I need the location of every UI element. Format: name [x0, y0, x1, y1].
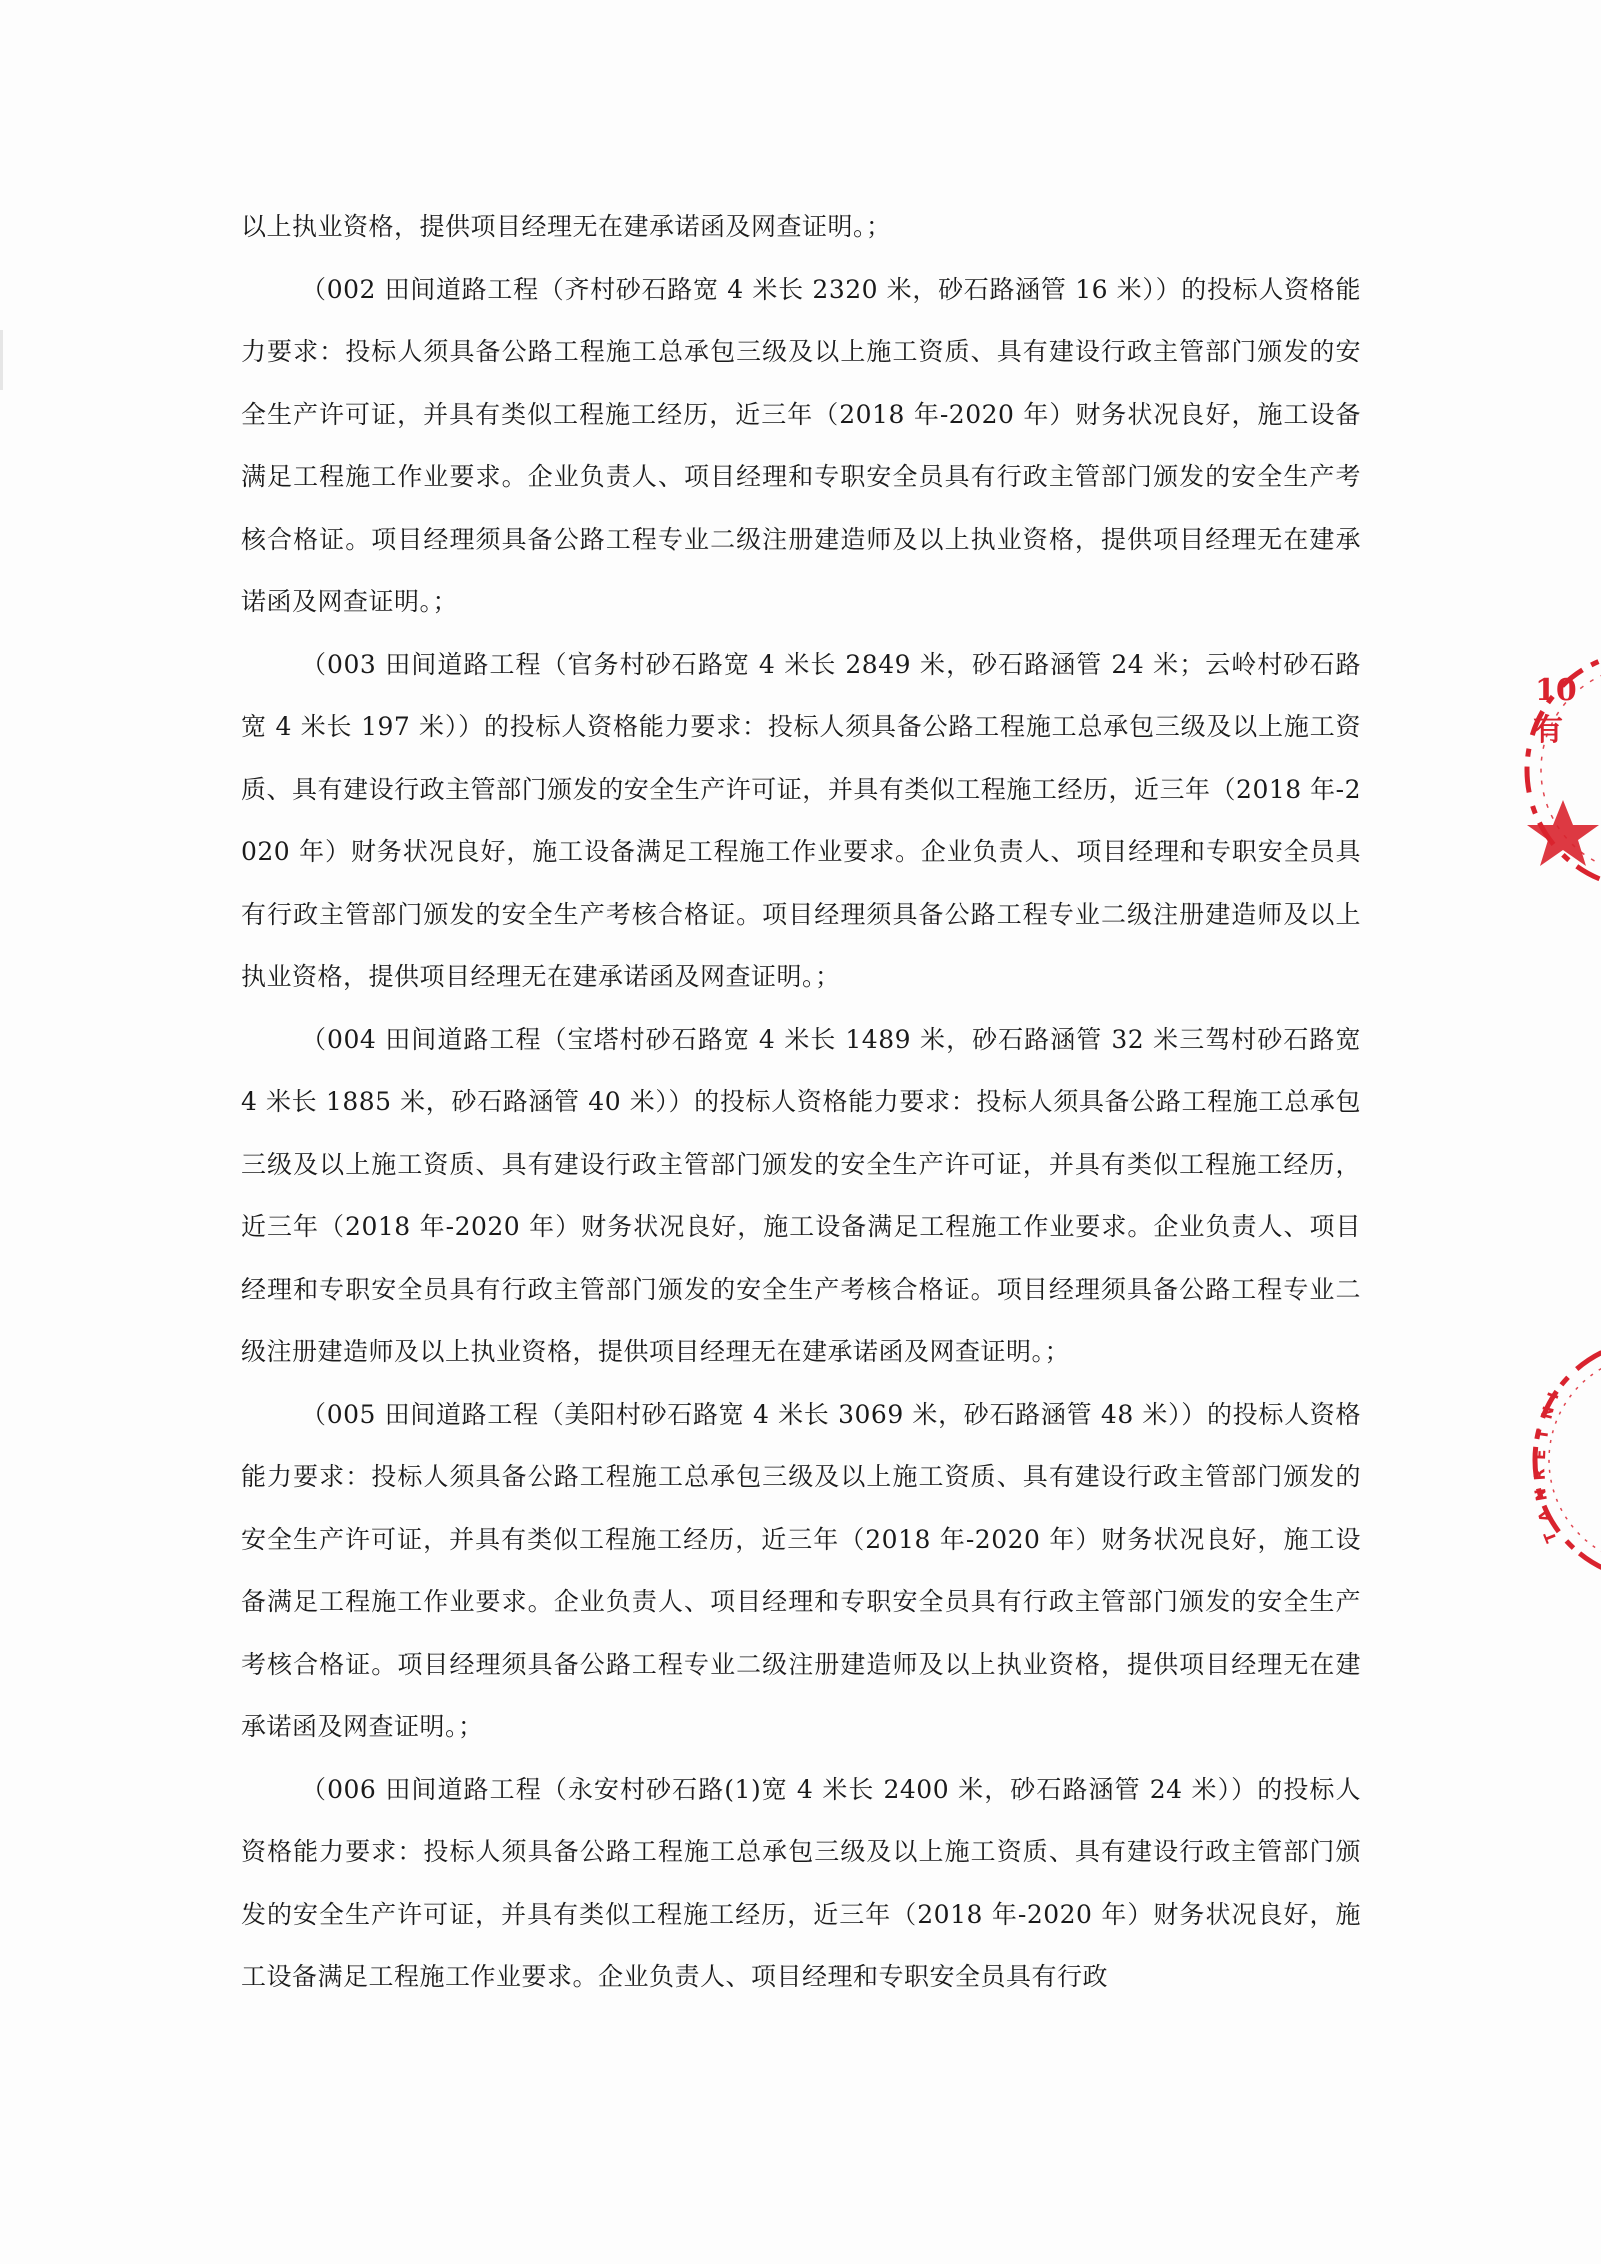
scan-edge-mark — [0, 330, 3, 390]
svg-text:N: N — [1537, 1404, 1558, 1421]
paragraph-003: （003 田间道路工程（官务村砂石路宽 4 米长 2849 米，砂石路涵管 24 米；云岭村砂石路宽 4 米长 197 米））的投标人资格能力要求：投标人须具备公路工程施工总承包三级及以上施工资质、具有建设行政主管部门颁发的安全生产许可证，并具有类似工程施工经历，近三年（2018 年-2020 年）财务状况良好，施工设备满足工程施工作业要求。企业负责人、项目经理和专职安全员具有行政主管部门颁发的安全生产考核合格证。项目经理须具备公路工程专业二级注册建造师及以上执业资格，提供项目经理无在建承诺函及网查证明。； — [241, 649, 1361, 991]
svg-text:N: N — [1531, 1486, 1551, 1503]
svg-text:E: E — [1531, 1449, 1550, 1461]
paragraph-002: （002 田间道路工程（齐村砂石路宽 4 米长 2320 米，砂石路涵管 16 米））的投标人资格能力要求：投标人须具备公路工程施工总承包三级及以上施工资质、具有建设行政主管部门颁发的安全生产许可证，并具有类似工程施工经历，近三年（2018 年-2020 年）财务状况良好，施工设备满足工程施工作业要求。企业负责人、项目经理和专职安全员具有行政主管部门颁发的安全生产考核合格证。项目经理须具备公路工程专业二级注册建造师及以上执业资格，提供项目经理无在建承诺函及网查证明。； — [241, 274, 1361, 616]
svg-text:T: T — [1533, 1427, 1553, 1441]
svg-text:I: I — [1543, 1389, 1563, 1402]
svg-text:有: 有 — [1533, 713, 1563, 748]
paragraph-001-continuation: 以上执业资格，提供项目经理无在建承诺函及网查证明。； — [241, 212, 892, 241]
svg-text:R: R — [1530, 1468, 1549, 1481]
svg-text:A: A — [1534, 1507, 1555, 1524]
document-body — [241, 196, 1361, 2009]
svg-text:T: T — [1540, 1529, 1561, 1546]
svg-text:10: 10 — [1535, 673, 1577, 708]
paragraph-006: （006 田间道路工程（永安村砂石路(1)宽 4 米长 2400 米，砂石路涵管 24 米））的投标人资格能力要求：投标人须具备公路工程施工总承包三级及以上施工资质、具有建设行政主管部门颁发的安全生产许可证，并具有类似工程施工经历，近三年（2018 年-2020 年）财务状况良好，施工设备满足工程施工作业要求。企业负责人、项目经理和专职安全员具有行政 — [241, 1774, 1361, 1991]
paragraph-005: （005 田间道路工程（美阳村砂石路宽 4 米长 3069 米，砂石路涵管 48 米））的投标人资格能力要求：投标人须具备公路工程施工总承包三级及以上施工资质、具有建设行政主管部门颁发的安全生产许可证，并具有类似工程施工经历，近三年（2018 年-2020 年）财务状况良好，施工设备满足工程施工作业要求。企业负责人、项目经理和专职安全员具有行政主管部门颁发的安全生产考核合格证。项目经理须具备公路工程专业二级注册建造师及以上执业资格，提供项目经理无在建承诺函及网查证明。； — [241, 1399, 1361, 1741]
seal-stamp-upper — [1515, 640, 1601, 900]
paragraph-004: （004 田间道路工程（宝塔村砂石路宽 4 米长 1489 米，砂石路涵管 32 米三驾村砂石路宽 4 米长 1885 米，砂石路涵管 40 米））的投标人资格能力要求：投标人须具备公路工程施工总承包三级及以上施工资质、具有建设行政主管部门颁发的安全生产许可证，并具有类似工程施工经历，近三年（2018 年-2020 年）财务状况良好，施工设备满足工程施工作业要求。企业负责人、项目经理和专职安全员具有行政主管部门颁发的安全生产考核合格证。项目经理须具备公路工程专业二级注册建造师及以上执业资格，提供项目经理无在建承诺函及网查证明。； — [241, 1024, 1361, 1366]
seal-stamp-lower — [1515, 1330, 1601, 1590]
